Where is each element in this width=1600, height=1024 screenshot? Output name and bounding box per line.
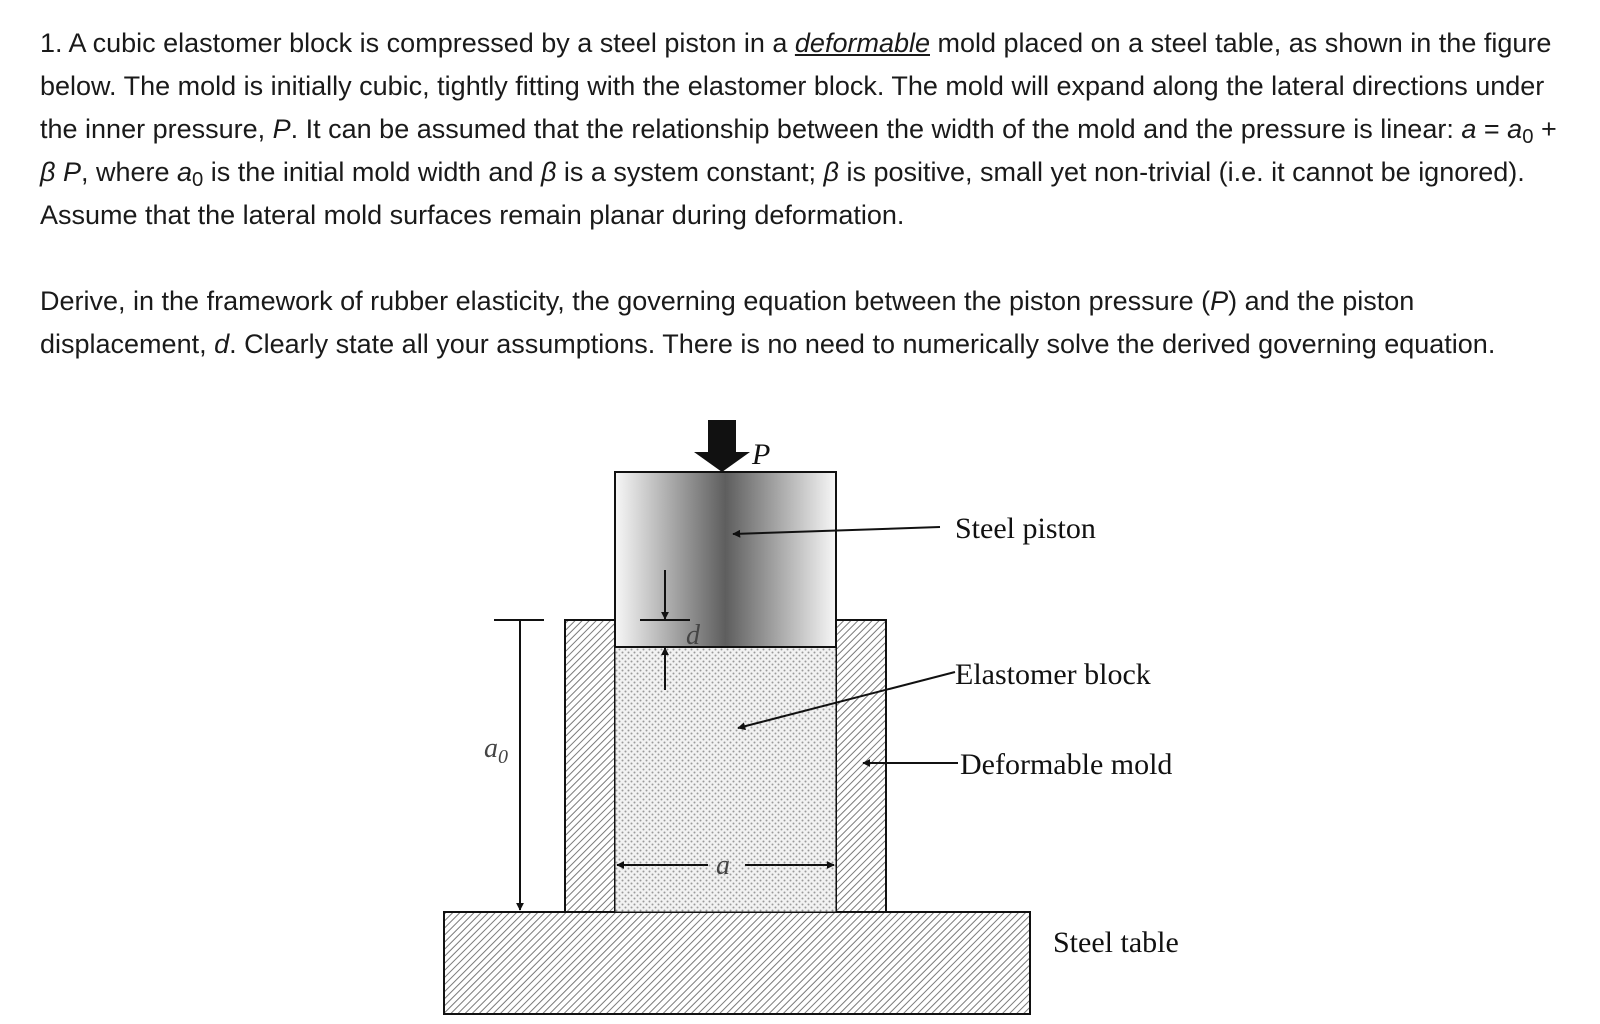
load-arrow-icon xyxy=(694,420,750,472)
eq-a0-sub: 0 xyxy=(1522,126,1534,149)
callout-steel-piston: Steel piston xyxy=(955,512,1096,545)
eq-P: P xyxy=(55,157,81,187)
label-a0: $a_0$ xyxy=(484,733,508,768)
p1-text-2: mold placed on a steel table, as shown in the figure below. The mold is initially cubic, tightly fitting with the elastomer block. The mold will expand along the lateral directions under the inner pressure, xyxy=(40,28,1552,144)
p1-text-5: is the initial mold width and xyxy=(203,157,541,187)
deformable-emphasis: deformable xyxy=(794,28,930,58)
eq-a0: a xyxy=(1507,114,1523,144)
var-P-2: P xyxy=(1210,286,1229,316)
steel-table xyxy=(444,912,1030,1014)
eq-equals: = xyxy=(1476,114,1508,144)
callout-deformable-mold: Deformable mold xyxy=(960,748,1173,781)
var-d: d xyxy=(214,329,230,359)
callout-steel-table: Steel table xyxy=(1053,926,1179,959)
p1-text-6: is a system constant; xyxy=(556,157,824,187)
p2-text-3: . Clearly state all your assumptions. There is no need to numerically solve the derived governing equation. xyxy=(229,329,1496,359)
label-a0-sub: 0 xyxy=(498,746,508,768)
beta-symbol-1: β xyxy=(540,157,557,187)
problem-number: 1. xyxy=(40,28,63,58)
p1-text-1: A cubic elastomer block is compressed by a steel piston in a xyxy=(68,28,795,58)
label-P: P xyxy=(752,438,771,471)
eq-beta: β xyxy=(40,157,56,187)
p1-text-7: is positive, small yet non-trivial (i.e. it cannot be ignored). Assume that the lateral mold surfaces remain planar during deformation. xyxy=(40,157,1525,230)
mold-right-wall xyxy=(836,620,886,912)
var-P: P xyxy=(272,114,291,144)
p1-text-4: , where xyxy=(80,157,177,187)
p2-text-1: Derive, in the framework of rubber elasticity, the governing equation between the piston pressure ( xyxy=(40,286,1211,316)
label-d: d xyxy=(686,620,700,651)
p2-text-2: ) and the piston displacement, xyxy=(40,286,1415,359)
a0-symbol: a xyxy=(177,157,193,187)
label-a: a xyxy=(716,850,730,881)
eq-a: a xyxy=(1461,114,1477,144)
eq-plus: + xyxy=(1533,114,1557,144)
p1-text-3: . It can be assumed that the relationship between the width of the mold and the pressure is linear: xyxy=(290,114,1462,144)
a0-symbol-sub: 0 xyxy=(192,169,204,192)
callout-elastomer-block: Elastomer block xyxy=(955,658,1151,691)
mold-left-wall xyxy=(565,620,615,912)
beta-symbol-2: β xyxy=(823,157,839,187)
